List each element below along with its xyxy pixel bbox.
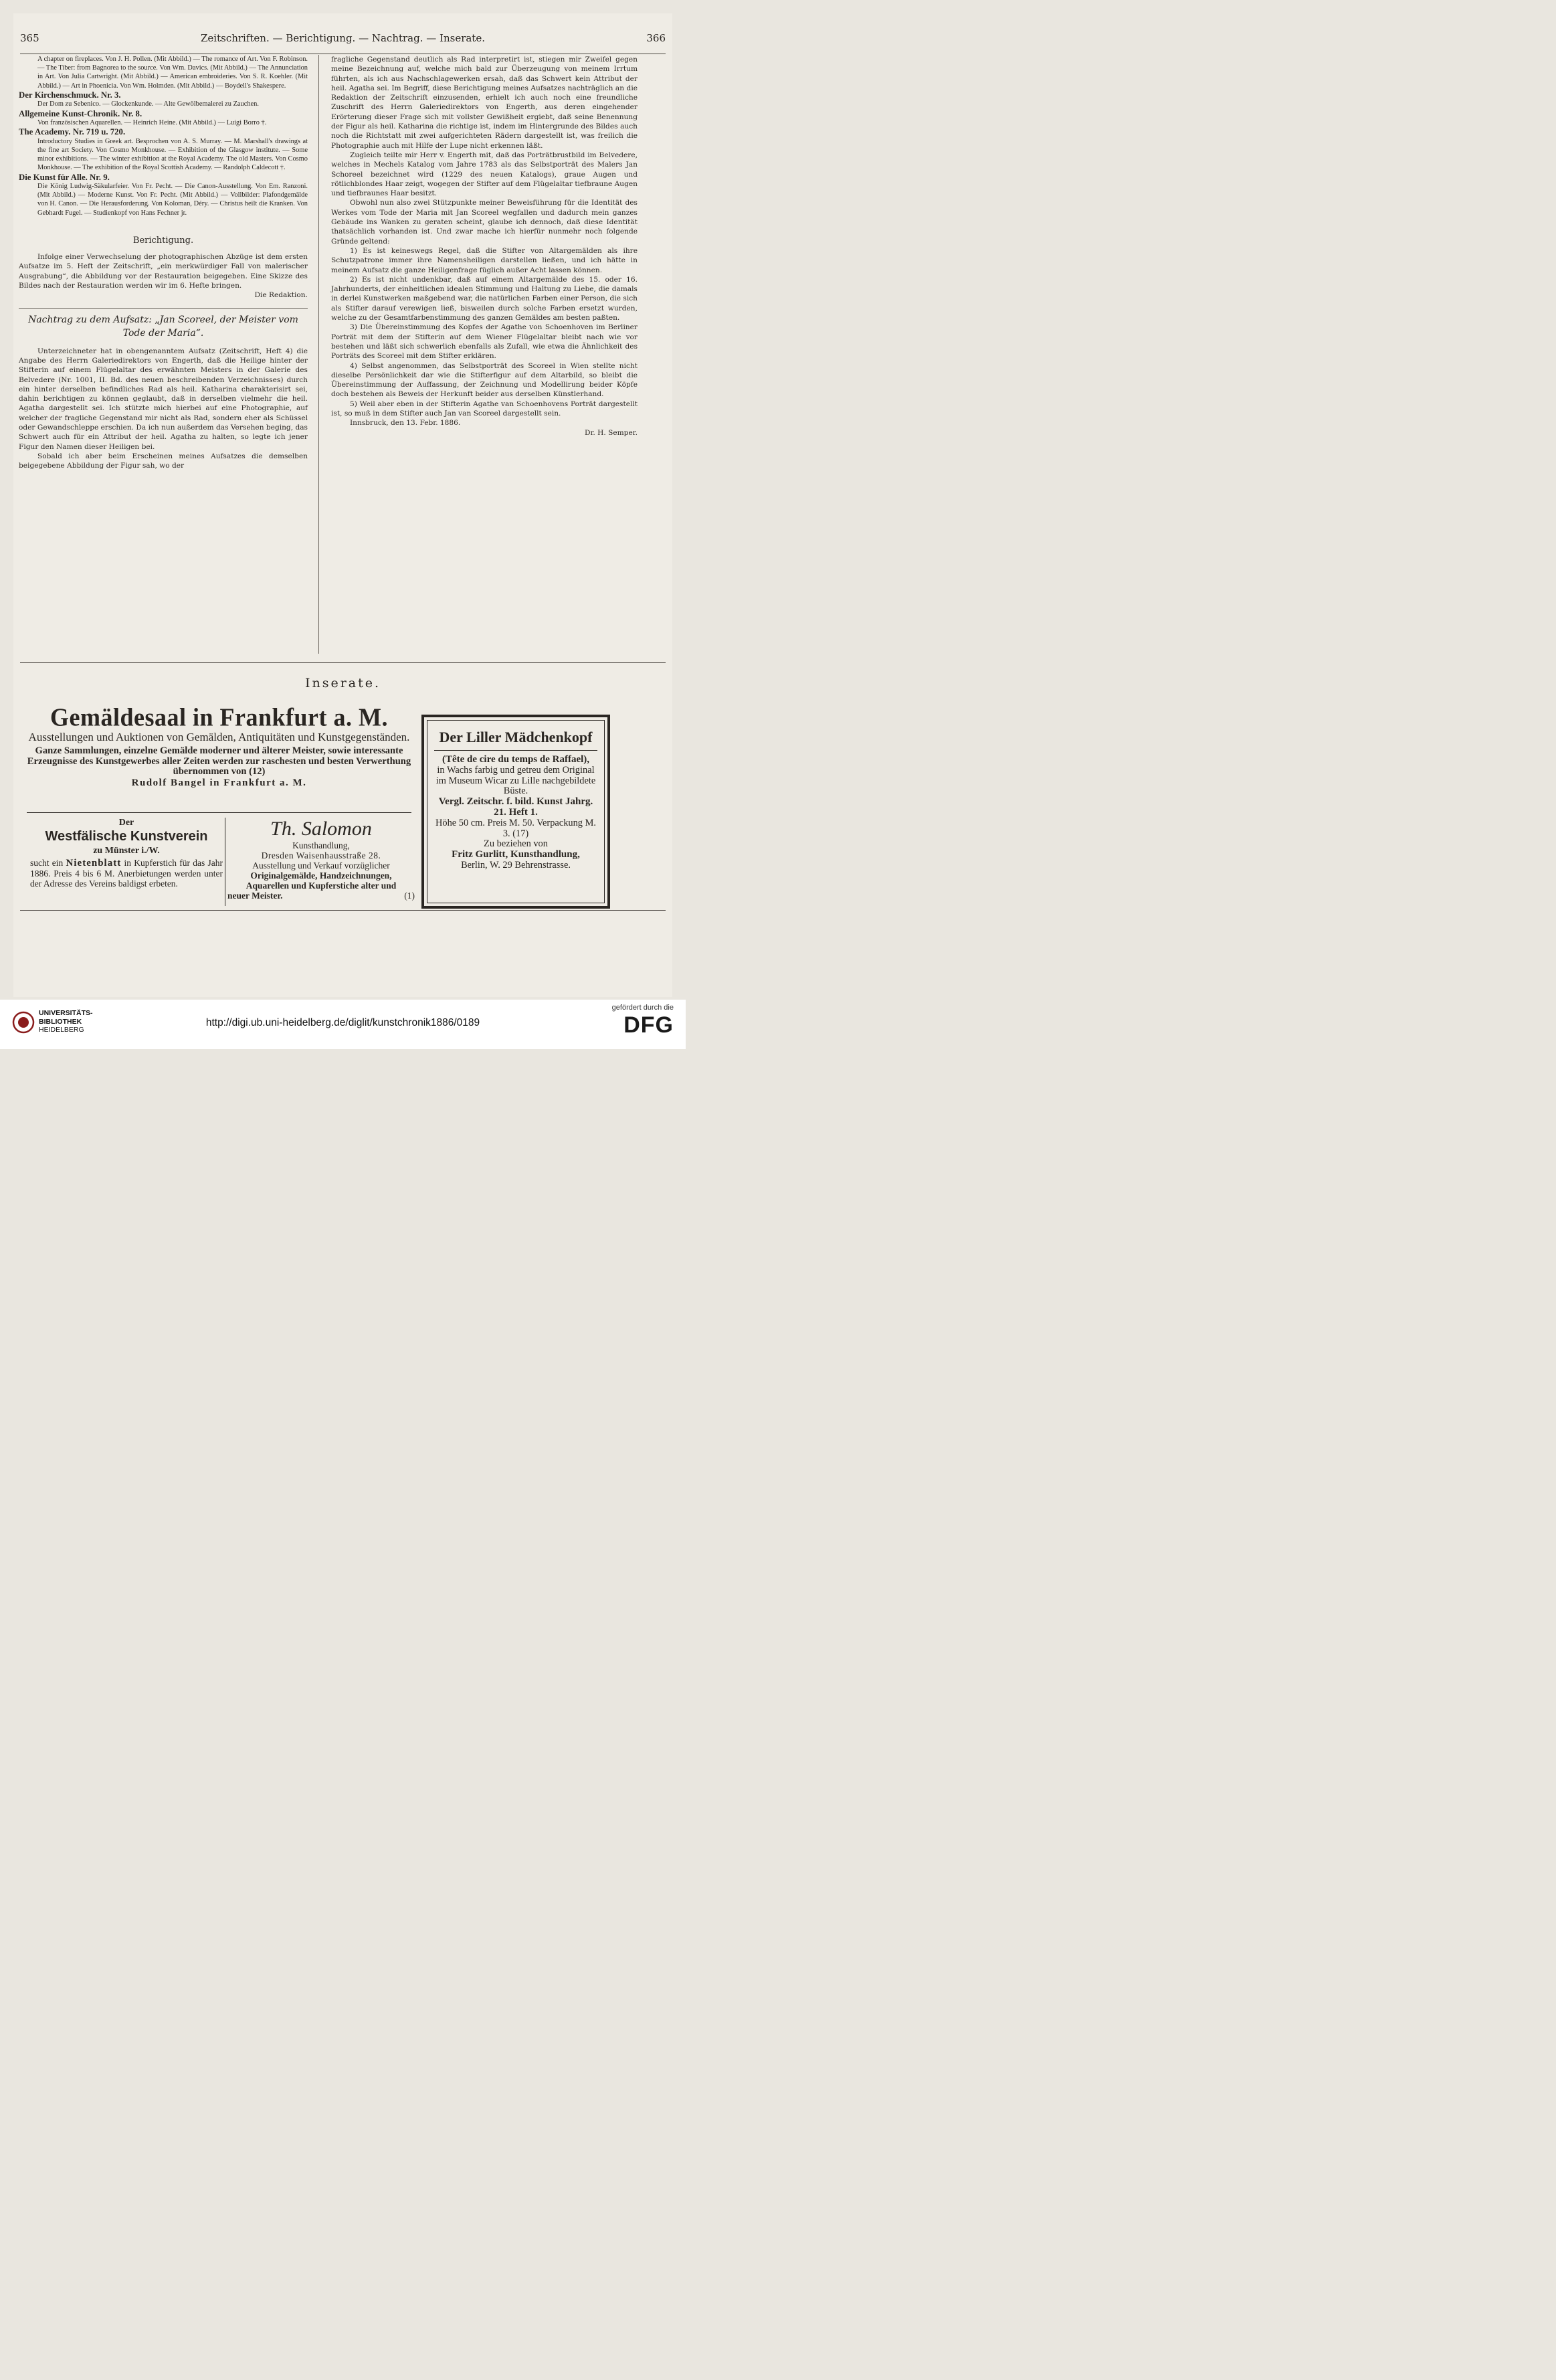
ad-gemaeldesaal-subtitle: Ausstellungen und Auktionen von Gemälden, Antiquitäten und Kunstgegenständen. <box>28 731 410 743</box>
ad-westfaelischer-kunstverein <box>30 818 223 889</box>
running-header <box>20 27 666 47</box>
ad3-line1: Kunsthandlung, <box>292 840 350 850</box>
paragraph: 5) Weil aber eben in der Stifterin Agathe van Schoenhovens Porträt dargestellt ist, so muß in dem Stifter auch Jan van Scoreel dargestellt sein. <box>331 399 638 418</box>
ads-bottom-rule <box>20 910 666 911</box>
dfg-caption: gefördert durch die <box>611 1004 674 1012</box>
list-item: Die König Ludwig-Säkularfeier. Von Fr. Pecht. — Die Canon-Ausstellung. Von Em. Ranzoni. (Mit Abbild.) — Moderne Kunst. Von Fr. Pecht. (Mit Abbild.) — Vollbilder: Plafondgemälde von H. Canon. — Die Herausforderung. Von Koloman, Déry. — Christus heilt die Kranken. Von Gebhardt Fugel. — Studienkopf von Hans Fechner jr. <box>37 183 308 217</box>
nachtrag-heading: Nachtrag zu dem Aufsatz: „Jan Scoreel, der Meister vom Tode der Maria“. <box>28 314 298 339</box>
journal-title: Allgemeine Kunst-Chronik. Nr. 8. <box>19 108 142 118</box>
ad3-line2: Dresden Waisenhausstraße 28. <box>261 850 381 860</box>
paragraph: 2) Es ist nicht undenkbar, daß auf einem Altargemälde des 15. oder 16. Jahrhunderts, der einheitlichen idealen Stimmung und Haltung zu Liebe, die damals in derlei Kunstwerken maßgebend war, die natürlichen Farben einer Person, die sich als Stifter darauf verewigen ließ, bisweilen durch solche Farben ersetzt wurden, welche zu der Gesamtfarbenstimmung des ganzen Gemäldes am besten paßten. <box>331 275 638 323</box>
column-divider <box>318 55 319 654</box>
logo-line2: BIBLIOTHEK <box>39 1017 82 1026</box>
ad2-title: Westfälische Kunstverein <box>45 829 208 844</box>
right-column <box>331 55 638 438</box>
ad-box-dealer: Fritz Gurlitt, Kunsthandlung, <box>452 849 580 860</box>
ad-th-salomon <box>227 818 415 901</box>
paragraph: Zugleich teilte mir Herr v. Engerth mit, daß das Porträtbrustbild im Belvedere, welches in Mechels Katalog vom Jahre 1783 als das Selbstporträt des Malers Jan Schoreel bezeichnet wird (1229 des neuen Katalogs), graue Augen und rötlichblondes Haar zeigt, wogegen der Stifter auf dem Flügelaltar tiefbraune Augen und tiefbraunes Haar besitzt. <box>331 151 638 198</box>
ad2-body <box>30 858 223 889</box>
logo-line1: UNIVERSITÄTS- <box>39 1009 93 1017</box>
page-number-right: 366 <box>646 32 666 44</box>
ad-box-subtitle: (Tête de cire du temps de Raffael), <box>442 754 590 765</box>
ad3-name: Th. Salomon <box>270 818 372 840</box>
ad2-body-a: sucht ein <box>30 858 64 868</box>
ad-gemaeldesaal-name: Rudolf Bangel in Frankfurt a. M. <box>131 777 307 788</box>
nachtrag-left-body <box>19 347 308 471</box>
digitization-footer <box>0 1000 686 1049</box>
berichtigung-signature: Die Redaktion. <box>254 291 308 300</box>
ad-box-description: in Wachs farbig und getreu dem Original im Museum Wicar zu Lille nachgebildete Büste. <box>435 764 596 797</box>
ad2-location: zu Münster i./W. <box>93 846 160 856</box>
ad3-line3: Ausstellung und Verkauf vorzüglicher <box>252 860 390 871</box>
place-date: Innsbruck, den 13. Febr. 1886. <box>350 419 461 428</box>
ad3-line7: (1) <box>404 891 415 901</box>
section-rule <box>19 308 308 309</box>
journal-title: Die Kunst für Alle. Nr. 9. <box>19 172 110 182</box>
list-item: A chapter on fireplaces. Von J. H. Pollen. (Mit Abbild.) — The romance of Art. Von F. Robinson. — The Tiber: from Bagnorea to the source. Von Wm. Davics. (Mit Abbild.) — The Annunciation in Art. Von Julia Cartwright. (Mit Abbild.) — American embroideries. Von S. R. Koehler. (Mit Abbild.) — Art in Phoenicia. Von Wm. Holmden. (Mit Abbild.) — Boydell's Shakespere. <box>37 56 308 90</box>
berichtigung-text: Infolge einer Verwechselung der photographischen Abzüge ist dem ersten Aufsatze im 5. Heft der Zeitschrift, „ein merkwürdiger Fall von malerischer Ausgrabung“, die Abbildung vor der Restauration beigegeben. Eine Skizze des Bildes nach der Restauration werden wir im 6. Hefte bringen. <box>19 253 308 290</box>
ad-separator <box>27 812 411 813</box>
ad2-der: Der <box>118 818 134 828</box>
paragraph: Obwohl nun also zwei Stützpunkte meiner Beweisführung für die Identität des Werkes vom Tode der Maria mit Jan Scoreel wegfallen und dadurch mein ganzes Gebäude ins Wanken zu geraten scheint, glaube ich dennoch, daß diese Identität thatsächlich vorhanden ist. Und zwar mache ich hierfür nunmehr noch folgende Gründe geltend: <box>331 199 638 246</box>
ad-box-title: Der Liller Mädchenkopf <box>439 729 593 745</box>
list-item: Der Dom zu Sebenico. — Glockenkunde. — Alte Gewölbemalerei zu Zauchen. <box>37 100 259 108</box>
ad-liller-maedchenkopf <box>421 715 610 909</box>
list-item: Introductory Studies in Greek art. Besprochen von A. S. Murray. — M. Marshall's drawings at the fine art Society. Von Cosmo Monkhouse. — Exhibition of the Glasgow institute. — Some minor exhibitions. — The winter exhibition at the Royal Academy. The old Masters. Von Cosmo Monkhouse. — The exhibition of the Royal Scottish Academy. — Randolph Caldecott †. <box>37 137 308 172</box>
paragraph: Unterzeichneter hat in obengenanntem Aufsatz (Zeitschrift, Heft 4) die Angabe des Herrn Galeriedirektors von Engerth, daß die Heilige hinter der Stifterin auf einem Flügelaltar des erwähnten Meisters in der Galerie des Belvedere (Nr. 1001, II. Bd. des neuen beschreibenden Verzeichnisses) durch ein hinter derselben befindliches Rad als heil. Katharina charakterisirt sei, dahin berichtigen zu können geglaubt, daß in derselben vielmehr die heil. Agatha dargestellt sei. Ich stützte mich hierbei auf eine Photographie, auf welcher der fragliche Gegenstand mir nicht als Rad, sondern eher als Schüssel oder Gewandschleppe erschien. Da ich nun außerdem das Versehen beging, das Schwert auch für ein Attribut der heil. Agatha zu halten, so legte ich jener Figur den Namen dieser Heiligen bei. <box>19 347 308 451</box>
ad-box-order: Zu beziehen von <box>484 838 548 850</box>
ad-box-reference: Vergl. Zeitschr. f. bild. Kunst Jahrg. 21. Heft 1. <box>438 796 593 818</box>
ad-gemaeldesaal <box>27 704 411 789</box>
inserate-heading: Inserate. <box>304 676 381 691</box>
running-title: Zeitschriften. — Berichtigung. — Nachtrag. — Inserate. <box>201 32 485 44</box>
logo-line3: HEIDELBERG <box>39 1026 84 1034</box>
journal-title: Der Kirchenschmuck. Nr. 3. <box>19 90 121 100</box>
ad-gemaeldesaal-body: Ganze Sammlungen, einzelne Gemälde moderner und älterer Meister, sowie interessante Erzeugnisse des Kunstgewerbes aller Zeiten werden zur raschesten und besten Verwerthung übernommen von (12) <box>27 745 411 777</box>
ad3-line4: Originalgemälde, Handzeichnungen, <box>250 871 392 881</box>
ad2-body-b: Nietenblatt <box>66 858 122 868</box>
list-item: Von französischen Aquarellen. — Heinrich Heine. (Mit Abbild.) — Luigi Borro †. <box>37 119 267 127</box>
paragraph: 3) Die Übereinstimmung des Kopfes der Agathe von Schoenhoven im Berliner Porträt mit dem der Stifterin auf dem Wiener Flügelaltar bleibt nach wie vor bestehen und läßt sich schwerlich ebenfalls als Zufall, wie etwa die Ähnlichkeit des Porträts des Scoreel mit dem Stifter erklären. <box>331 323 638 361</box>
inserate-rule <box>20 662 666 663</box>
dfg-logo[interactable] <box>607 1004 674 1038</box>
left-column <box>19 55 308 470</box>
paragraph: 4) Selbst angenommen, das Selbstporträt des Scoreel in Wien stellte nicht dieselbe Persönlichkeit dar wie die Stifterfigur auf dem Altarbild, so bleibt die Übereinstimmung der Auffassung, der Zeichnung und Modellirung beider Köpfe doch bestehen als Beweis der Herkunft beider aus derselben Künstlerhand. <box>331 361 638 399</box>
berichtigung-body <box>19 252 308 300</box>
ad2-body-c: in Kupferstich für das Jahr 1886. Preis 4 bis 6 M. Anerbietungen werden unter der Adresse des Vereins baldigst erbeten. <box>30 858 223 889</box>
nachtrag-right-body <box>331 55 638 438</box>
ad-box-rule <box>434 750 597 751</box>
paragraph: fragliche Gegenstand deutlich als Rad interpretirt ist, stiegen mir Zweifel gegen meine Bezeichnung auf, welche mich bald zur Überzeugung von meinem Irrtum führten, als ich aus Nachschlagewerken ersah, daß das Schwert kein Attribut der heil. Agatha sei. Im Begriff, diese Berichtigung meines Aufsatzes nachträglich an die Redaktion der Zeitschrift einzusenden, erhielt ich auch noch eine freundliche Zuschrift des Herrn Galeriedirektors von Engerth, aus deren eingehender Erörterung dieser Frage sich mit vollster Gewißheit ergiebt, daß seine Benennung der Figur als heil. Katharina die richtige ist, indem im Hintergrunde des Bildes auch noch die Richtstatt mit zwei aufgerichteten Rädern dargestellt ist, was freilich die Photographie auch mit Hilfe der Lupe nicht erkennen läßt. <box>331 56 638 150</box>
ad3-line5: Aquarellen und Kupferstiche alter und <box>246 881 397 891</box>
journal-title: The Academy. Nr. 719 u. 720. <box>19 127 126 137</box>
dfg-wordmark: DFG <box>623 1012 674 1038</box>
paragraph: 1) Es ist keineswegs Regel, daß die Stifter von Altargemälden als ihre Schutzpatrone immer ihre Namensheiligen darstellen ließen, und ich hätte in meinem Aufsatz die ganze Heiligenfrage füglich außer Acht lassen können. <box>331 246 638 274</box>
berichtigung-heading: Berichtigung. <box>132 235 194 246</box>
ad-gemaeldesaal-title: Gemäldesaal in Frankfurt a. M. <box>50 703 388 731</box>
journal-contents-list <box>19 55 308 217</box>
ad-box-address: Berlin, W. 29 Behrenstrasse. <box>461 859 571 871</box>
ad3-line6-wrap <box>227 891 415 901</box>
author-signature: Dr. H. Semper. <box>585 428 638 437</box>
ad-box-price: Höhe 50 cm. Preis M. 50. Verpackung M. 3. (17) <box>435 817 596 839</box>
paragraph: Sobald ich aber beim Erscheinen meines Aufsatzes die demselben beigegebene Abbildung der Figur sah, wo der <box>19 452 308 470</box>
ad3-line6: neuer Meister. <box>227 891 283 901</box>
page-number-left: 365 <box>20 32 39 44</box>
source-url-link[interactable]: http://digi.ub.uni-heidelberg.de/diglit/kunstchronik1886/0189 <box>205 1017 480 1028</box>
